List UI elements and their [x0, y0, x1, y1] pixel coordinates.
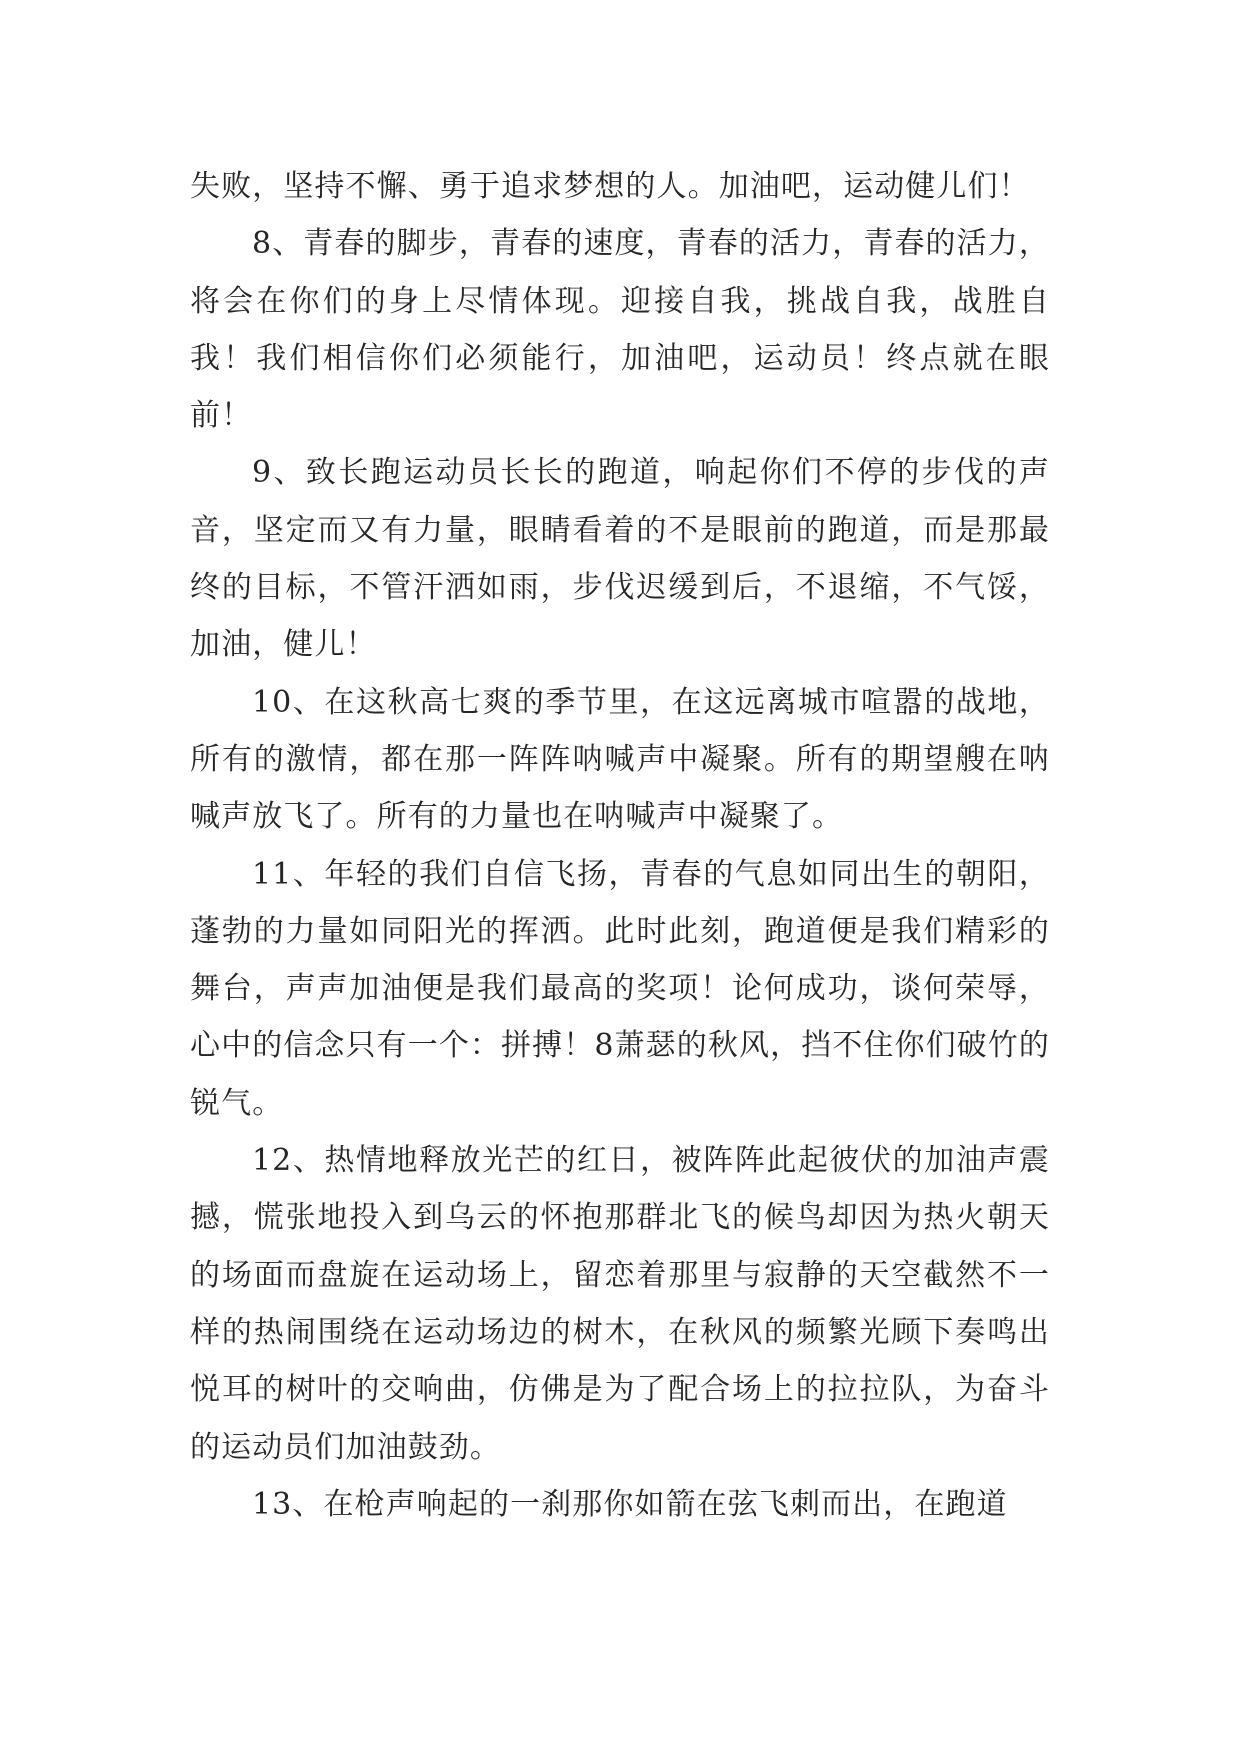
paragraph-12: 12、热情地释放光芒的红日，被阵阵此起彼伏的加油声震撼，慌张地投入到乌云的怀抱那群北飞的候鸟却因为热火朝天的场面而盘旋在运动场上，留恋着那里与寂静的天空截然不一样的热闹围绕在运动场边的树木，在秋风的频繁光顾下奏鸣出悦耳的树叶的交响曲，仿佛是为了配合场上的拉拉队，为奋斗的运动员们加油鼓劲。	[190, 1143, 1050, 1465]
document-body	[190, 158, 1050, 1533]
paragraph-11: 11、年轻的我们自信飞扬，青春的气息如同出生的朝阳，蓬勃的力量如同阳光的挥洒。此时此刻，跑道便是我们精彩的舞台，声声加油便是我们最高的奖项！论何成功，谈何荣辱，心中的信念只有一个：拼搏！8萧瑟的秋风，挡不住你们破竹的锐气。	[190, 856, 1050, 1121]
paragraph-10: 10、在这秋高七爽的季节里，在这远离城市喧嚣的战地，所有的激情，都在那一阵阵呐喊声中凝聚。所有的期望艘在呐喊声放飞了。所有的力量也在呐喊声中凝聚了。	[190, 684, 1050, 835]
paragraph-13: 13、在枪声响起的一刹那你如箭在弦飞刺而出，在跑道	[252, 1486, 1008, 1522]
paragraph-8: 8、青春的脚步，青春的速度，青春的活力，青春的活力，将会在你们的身上尽情体现。迎接自我，挑战自我，战胜自我！我们相信你们必须能行，加油吧，运动员！终点就在眼前！	[190, 226, 1050, 434]
paragraph-9: 9、致长跑运动员长长的跑道，响起你们不停的步伐的声音，坚定而又有力量，眼睛看着的不是眼前的跑道，而是那最终的目标，不管汗洒如雨，步伐迟缓到后，不退缩，不气馁，加油，健儿！	[190, 455, 1050, 663]
paragraph-continuation: 失败，坚持不懈、勇于追求梦想的人。加油吧，运动健儿们！	[190, 169, 1030, 204]
